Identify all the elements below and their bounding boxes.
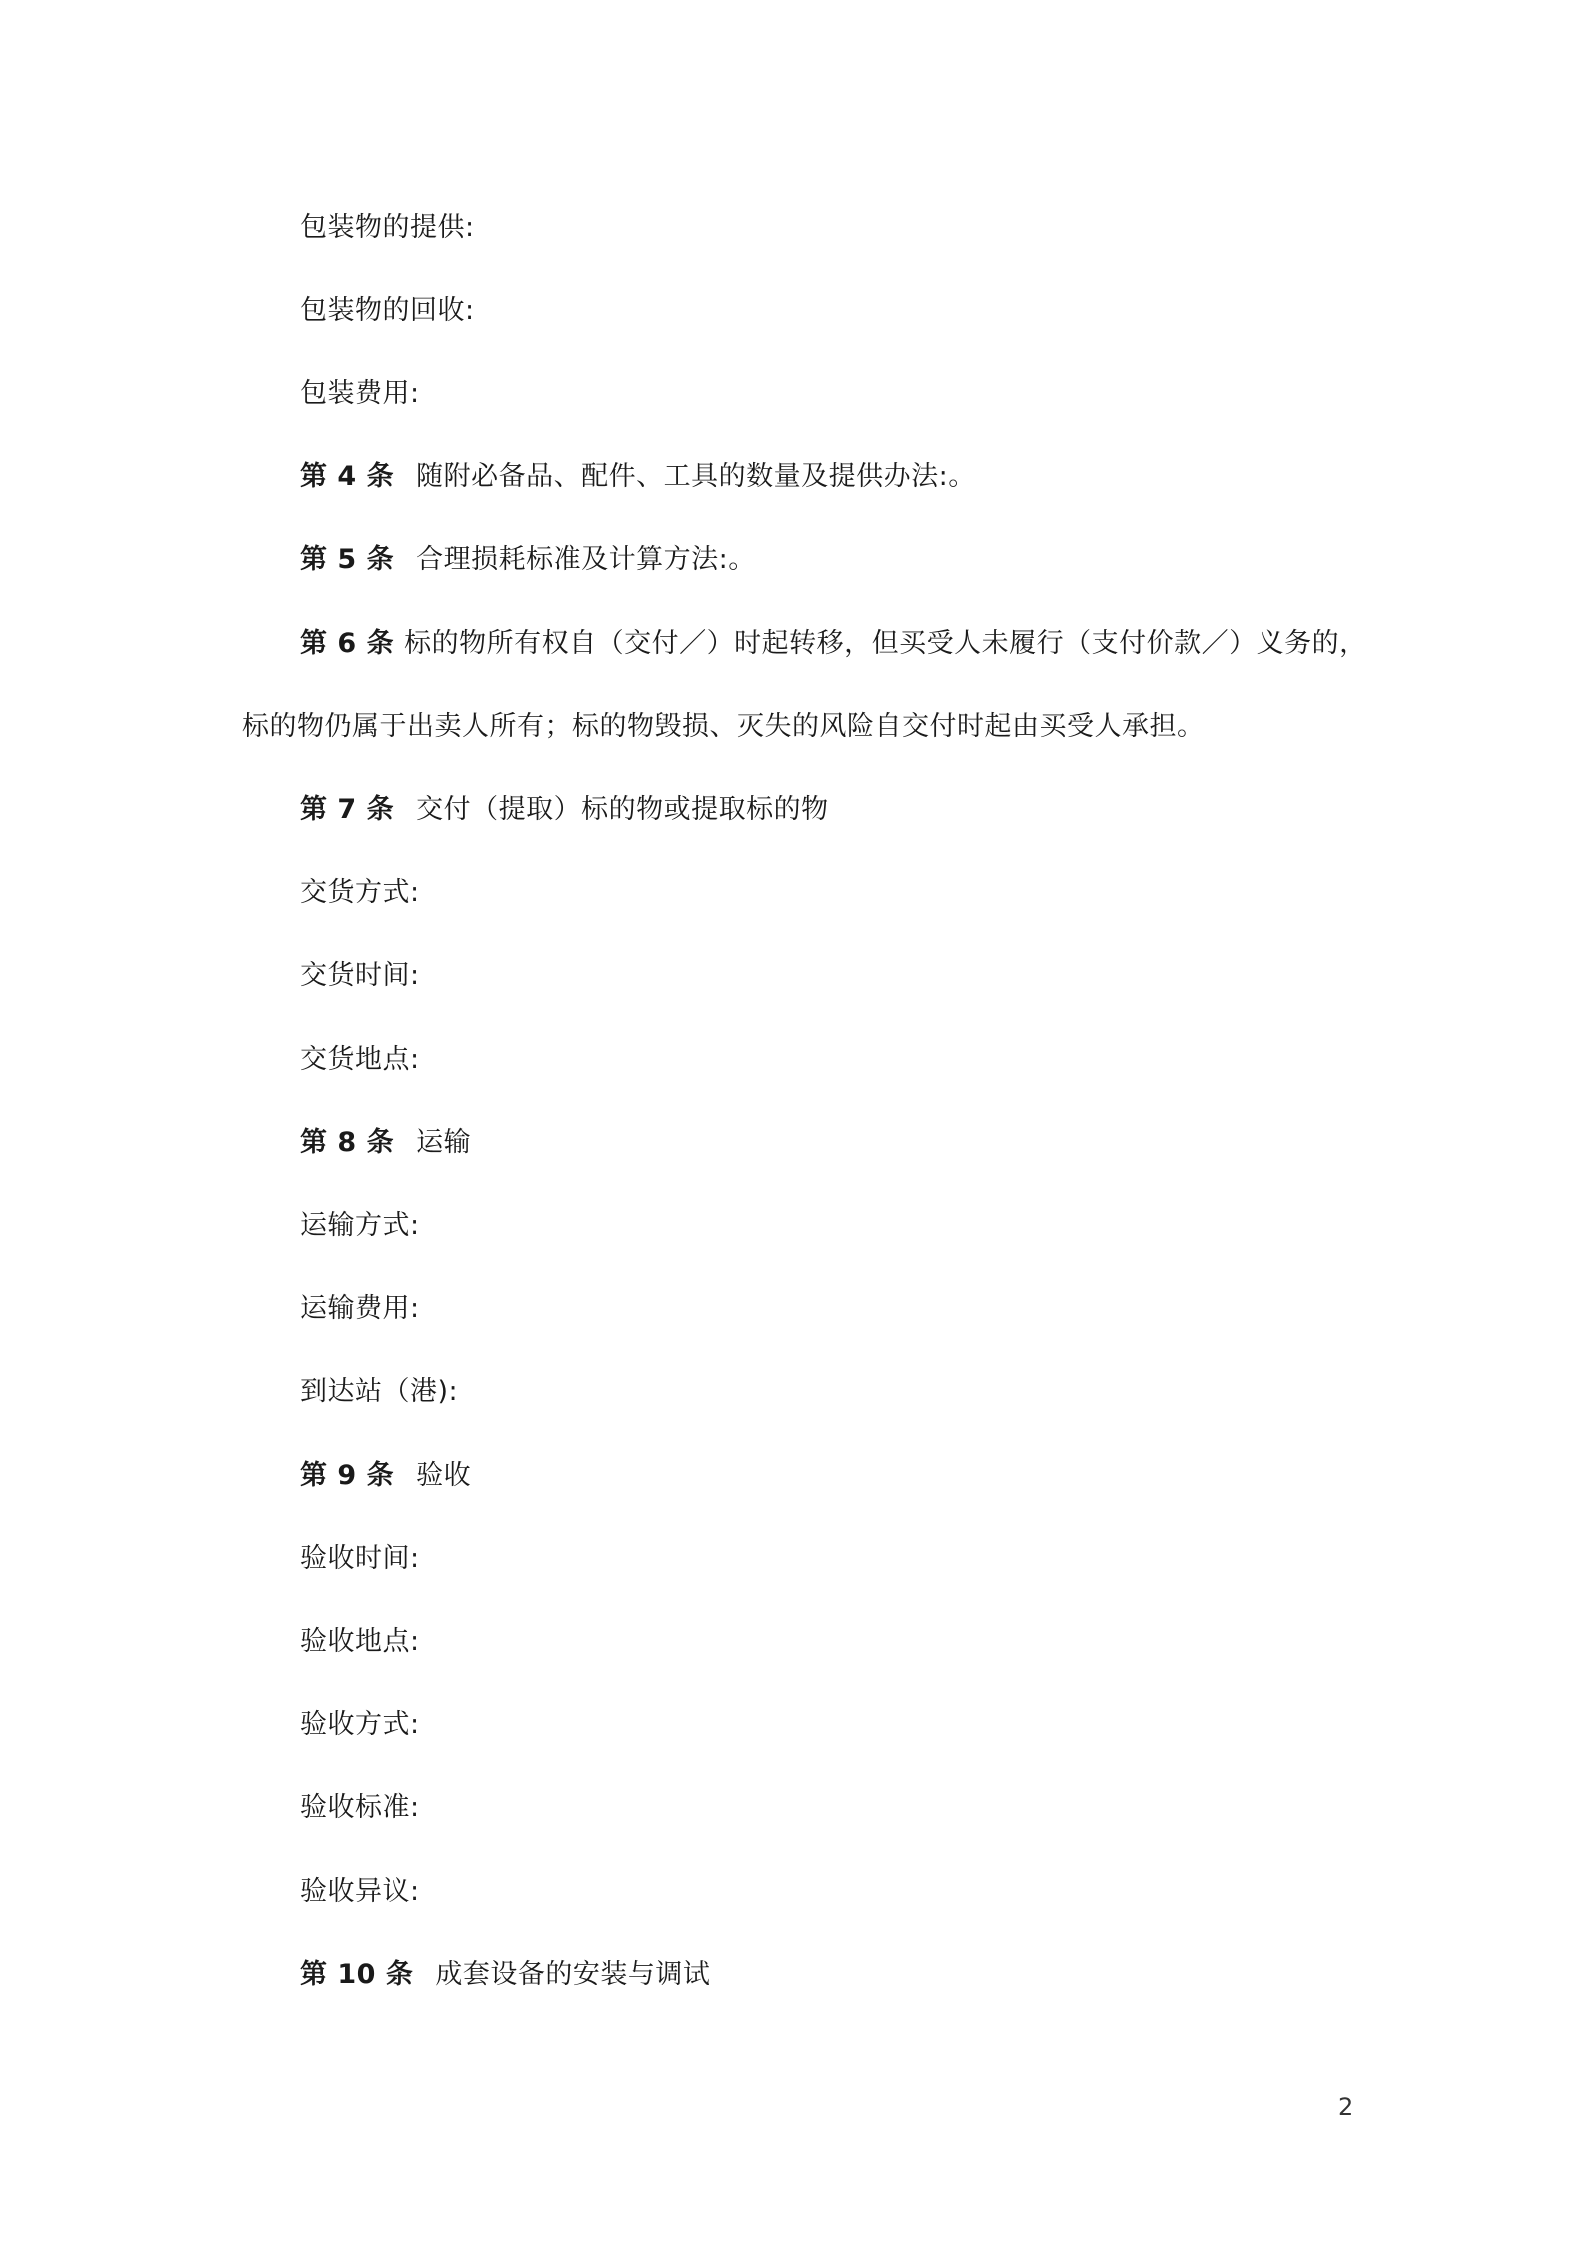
line-text: 验收时间: (300, 1543, 420, 1574)
line-text: 到达站（港): (300, 1376, 459, 1407)
line-text: 验收标准: (300, 1792, 420, 1823)
article-8 (300, 1123, 471, 1163)
article-4 (300, 457, 976, 497)
article-5 (300, 540, 756, 580)
delivery-time-line (300, 956, 420, 996)
line-text: 包装费用: (300, 378, 420, 409)
article-text: 标的物所有权自（交付／）时起转移，但买受人未履行（支付价款／）义务的， (404, 628, 1367, 659)
article-number: 第 10 条 (300, 1959, 414, 1990)
article-7 (300, 790, 829, 830)
article-number: 第 7 条 (300, 794, 395, 825)
article-6 (300, 624, 1367, 664)
line-text: 运输费用: (300, 1293, 420, 1324)
line-text: 标的物仍属于出卖人所有；标的物毁损、灭失的风险自交付时起由买受人承担。 (242, 711, 1205, 742)
packaging-cost-line (300, 374, 420, 414)
acceptance-method-line (300, 1705, 420, 1745)
line-text: 验收地点: (300, 1626, 420, 1657)
line-text: 验收方式: (300, 1709, 420, 1740)
packaging-recovery-line (300, 291, 475, 331)
article-number: 第 5 条 (300, 544, 395, 575)
line-text: 交货时间: (300, 960, 420, 991)
acceptance-objection-line (300, 1872, 420, 1912)
article-text: 运输 (416, 1127, 472, 1158)
article-text: 验收 (416, 1460, 472, 1491)
line-text: 运输方式: (300, 1210, 420, 1241)
acceptance-place-line (300, 1622, 420, 1662)
arrival-station-line (300, 1372, 458, 1412)
line-text: 交货地点: (300, 1044, 420, 1075)
page-number: 2 (1338, 2093, 1354, 2121)
article-9 (300, 1456, 471, 1496)
article-text: 随附必备品、配件、工具的数量及提供办法:。 (416, 461, 976, 492)
transport-cost-line (300, 1289, 420, 1329)
line-text: 验收异议: (300, 1876, 420, 1907)
delivery-method-line (300, 873, 420, 913)
article-text: 成套设备的安装与调试 (435, 1959, 711, 1990)
transport-method-line (300, 1206, 420, 1246)
article-number: 第 4 条 (300, 461, 395, 492)
line-text: 包装物的回收: (300, 295, 475, 326)
article-number: 第 6 条 (300, 628, 395, 659)
article-text: 交付（提取）标的物或提取标的物 (416, 794, 829, 825)
line-text: 包装物的提供: (300, 212, 475, 243)
delivery-place-line (300, 1040, 420, 1080)
acceptance-standard-line (300, 1788, 420, 1828)
article-number: 第 8 条 (300, 1127, 395, 1158)
article-6-continuation (242, 707, 1205, 747)
article-number: 第 9 条 (300, 1460, 395, 1491)
packaging-supply-line (300, 208, 475, 248)
article-text: 合理损耗标准及计算方法:。 (416, 544, 756, 575)
article-10 (300, 1955, 710, 1995)
acceptance-time-line (300, 1539, 420, 1579)
line-text: 交货方式: (300, 877, 420, 908)
